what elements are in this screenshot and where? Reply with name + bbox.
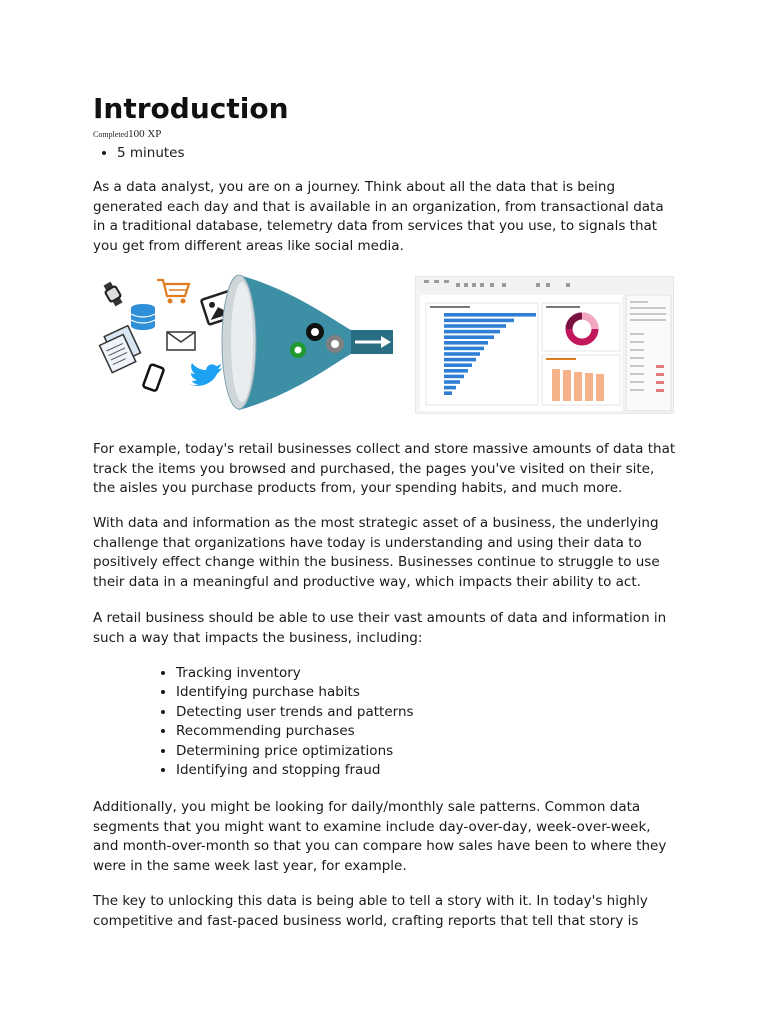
paragraph-retail-example: For example, today's retail businesses collect and store massive amounts of data that track the items you browsed and purchased, the pages you've visited on their site, the aisles you purchase products from, your spending habits, and much more. xyxy=(93,441,676,496)
dashboard-bar xyxy=(444,386,456,390)
completion-status: Completed xyxy=(93,130,129,139)
list-item: • Recommending purchases xyxy=(176,722,676,741)
duration-list xyxy=(117,144,678,163)
list-item: • Detecting user trends and patterns xyxy=(176,703,676,722)
shopping-cart-icon xyxy=(157,280,189,304)
documents-icon xyxy=(97,326,143,373)
dashboard-bar xyxy=(444,369,468,373)
dashboard-bar xyxy=(444,319,514,323)
paragraph-intro: As a data analyst, you are on a journey. Think about all the data that is being generated each day and that is available in an organization, from transactional data in a traditional database, telemetry data from services that you use, to signals that you get from different areas like social media. xyxy=(93,179,664,254)
dashboard-bar xyxy=(444,358,476,362)
data-journey-figure xyxy=(93,270,673,415)
xp-value: 100 XP xyxy=(128,128,162,140)
list-item: • Identifying and stopping fraud xyxy=(176,761,676,780)
list-item: • Determining price optimizations xyxy=(176,742,676,761)
paragraph-storytelling: The key to unlocking this data is being able to tell a story with it. In today's highly competitive and fast-paced business world, crafting reports that tell that story is xyxy=(93,893,648,929)
report-dashboard-screenshot xyxy=(415,276,674,414)
list-item: • Tracking inventory xyxy=(176,664,676,683)
donut-chart-visual xyxy=(542,303,620,351)
smartwatch-icon xyxy=(101,280,125,308)
dashboard-bar xyxy=(444,352,480,356)
ribbon-bar xyxy=(416,277,673,291)
module-meta xyxy=(93,127,678,142)
dashboard-bar xyxy=(444,324,506,328)
dashboard-bar xyxy=(444,380,460,384)
envelope-icon xyxy=(167,332,195,350)
list-item: • Identifying purchase habits xyxy=(176,683,676,702)
database-icon xyxy=(131,304,155,330)
dashboard-bar xyxy=(444,313,536,317)
data-funnel-illustration xyxy=(93,270,405,415)
smartphone-icon xyxy=(143,364,164,391)
twitter-icon xyxy=(189,363,222,386)
dashboard-bar xyxy=(444,335,494,339)
dashboard-bar xyxy=(444,363,472,367)
dashboard-bar xyxy=(444,347,484,351)
article xyxy=(93,92,678,929)
paragraph-sale-patterns: Additionally, you might be looking for daily/monthly sale patterns. Common data segments that you might want to examine include day-over-day, week-over-week, and month-over-month so that you can compare how sales have been to where they were in the same week last year, for example. xyxy=(93,799,667,874)
uses-list xyxy=(93,664,676,780)
duration-item: • 5 minutes xyxy=(117,144,678,163)
paragraph-retail-uses: A retail business should be able to use their vast amounts of data and information in such a way that impacts the business, including: xyxy=(93,610,667,646)
bar-chart-visual xyxy=(426,303,538,405)
column-chart-visual xyxy=(542,355,620,405)
dashboard-bar xyxy=(444,330,500,334)
visualizations-pane xyxy=(626,295,671,411)
paragraph-strategic-asset: With data and information as the most strategic asset of a business, the underlying challenge that organizations have today is understanding and using their data to positively effect change within the business. Businesses continue to struggle to use their data in a meaningful and productive way, which impacts their ability to act. xyxy=(93,515,660,590)
funnel-graphic xyxy=(222,275,393,410)
dashboard-bar xyxy=(444,375,464,379)
page-title: Introduction xyxy=(93,92,289,125)
dashboard-bar xyxy=(444,341,488,345)
dashboard-bar xyxy=(444,391,452,395)
